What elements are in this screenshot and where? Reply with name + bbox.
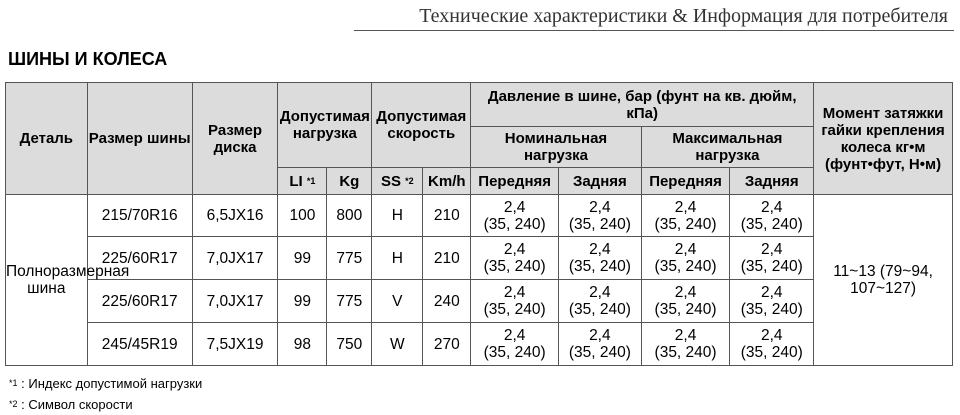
kmh-cell: 210 xyxy=(423,195,471,237)
pressure-psi-kpa: (35, 240) xyxy=(568,215,631,233)
rim-size-cell: 7,0JX17 xyxy=(192,237,278,280)
pressure-cell xyxy=(559,280,642,323)
header-li-label: LI xyxy=(289,172,303,190)
ss-cell: H xyxy=(372,195,423,237)
header-ss xyxy=(372,168,423,195)
header-speed: Допустимая скорость xyxy=(372,83,471,168)
tire-size-cell: 245/45R19 xyxy=(87,323,192,366)
li-cell: 99 xyxy=(278,280,327,323)
pressure-psi-kpa: (35, 240) xyxy=(483,301,546,318)
kmh-cell: 210 xyxy=(423,237,471,280)
pressure-cell xyxy=(471,237,559,280)
header-pressure: Давление в шине, бар (фунт на кв. дюйм, кПа) xyxy=(471,83,814,127)
pressure-psi-kpa: (35, 240) xyxy=(654,301,717,318)
kg-cell: 750 xyxy=(327,323,372,366)
kmh-cell: 240 xyxy=(423,280,471,323)
header-load: Допустимая нагрузка xyxy=(278,83,372,168)
li-cell: 98 xyxy=(278,323,327,366)
header-kmh: Km/h xyxy=(423,168,471,195)
pressure-bar: 2,4 xyxy=(589,198,611,216)
header-li xyxy=(278,168,327,195)
section-title: ШИНЫ И КОЛЕСА xyxy=(8,49,168,69)
kg-cell: 775 xyxy=(327,237,372,280)
ss-cell: H xyxy=(372,237,423,280)
pressure-cell xyxy=(559,237,642,280)
header-nominal-rear: Задняя xyxy=(559,168,642,195)
tire-size-cell: 225/60R17 xyxy=(87,237,192,280)
footnote-mark-2: *2 xyxy=(405,175,414,186)
footnote-text: : Символ скорости xyxy=(17,397,133,412)
li-cell: 99 xyxy=(278,237,327,280)
pressure-bar: 2,4 xyxy=(674,284,697,301)
header-max-rear: Задняя xyxy=(730,168,814,195)
pressure-psi-kpa: (35, 240) xyxy=(568,344,631,361)
kg-cell: 800 xyxy=(327,195,372,237)
li-cell: 100 xyxy=(278,195,327,237)
pressure-psi-kpa: (35, 240) xyxy=(568,258,631,275)
page-header xyxy=(0,0,960,34)
pressure-bar: 2,4 xyxy=(674,198,697,216)
table-row xyxy=(6,195,953,237)
pressure-cell xyxy=(730,237,814,280)
pressure-bar: 2,4 xyxy=(503,284,526,301)
pressure-bar: 2,4 xyxy=(589,284,611,301)
pressure-psi-kpa: (35, 240) xyxy=(483,258,546,275)
pressure-cell xyxy=(471,323,559,366)
rim-size-cell: 6,5JX16 xyxy=(192,195,278,237)
rim-size-cell: 7,5JX19 xyxy=(192,323,278,366)
pressure-cell xyxy=(471,280,559,323)
kmh-cell: 270 xyxy=(423,323,471,366)
ss-cell: W xyxy=(372,323,423,366)
header-ss-label: SS xyxy=(380,172,401,190)
pressure-cell xyxy=(730,280,814,323)
pressure-psi-kpa: (35, 240) xyxy=(483,215,546,233)
pressure-psi-kpa: (35, 240) xyxy=(654,258,717,275)
pressure-bar: 2,4 xyxy=(503,327,526,344)
pressure-psi-kpa: (35, 240) xyxy=(740,258,803,275)
pressure-bar: 2,4 xyxy=(589,241,611,258)
pressure-cell xyxy=(641,323,730,366)
pressure-bar: 2,4 xyxy=(761,327,783,344)
header-nominal-front: Передняя xyxy=(471,168,559,195)
header-max-load: Максимальная нагрузка xyxy=(641,127,813,168)
tire-spec-table xyxy=(5,82,953,366)
table-row xyxy=(6,323,953,366)
pressure-cell xyxy=(730,323,814,366)
kg-cell: 775 xyxy=(327,280,372,323)
pressure-bar: 2,4 xyxy=(503,198,526,216)
footnote-speed-symbol xyxy=(9,394,202,415)
pressure-cell xyxy=(559,195,642,237)
pressure-psi-kpa: (35, 240) xyxy=(568,301,631,318)
pressure-cell xyxy=(559,323,642,366)
footnote-mark-1: *1 xyxy=(306,175,316,186)
rim-size-cell: 7,0JX17 xyxy=(192,280,278,323)
pressure-psi-kpa: (35, 240) xyxy=(740,215,803,233)
footnote-text: : Индекс допустимой нагрузки xyxy=(17,376,203,391)
table-row xyxy=(6,280,953,323)
footnote-mark: *2 xyxy=(9,399,18,409)
table-row xyxy=(6,237,953,280)
pressure-psi-kpa: (35, 240) xyxy=(740,301,803,318)
pressure-cell xyxy=(471,195,559,237)
part-cell: Полноразмерная шина xyxy=(6,195,88,366)
pressure-cell xyxy=(641,195,730,237)
torque-cell: 11~13 (79~94, 107~127) xyxy=(814,195,953,366)
pressure-bar: 2,4 xyxy=(589,327,611,344)
pressure-bar: 2,4 xyxy=(761,241,783,258)
tire-size-cell: 215/70R16 xyxy=(87,195,192,237)
pressure-psi-kpa: (35, 240) xyxy=(654,215,717,233)
page-header-title: Технические характеристики & Информация для потребителя xyxy=(419,5,948,27)
pressure-bar: 2,4 xyxy=(674,327,697,344)
header-tire-size: Размер шины xyxy=(87,83,192,195)
pressure-bar: 2,4 xyxy=(761,198,783,216)
header-nominal-load: Номинальная нагрузка xyxy=(471,127,641,168)
footnote-load-index xyxy=(9,373,202,394)
header-max-front: Передняя xyxy=(641,168,730,195)
pressure-cell xyxy=(641,237,730,280)
footnotes xyxy=(9,373,202,415)
tire-size-cell: 225/60R17 xyxy=(87,280,192,323)
pressure-bar: 2,4 xyxy=(503,241,526,258)
pressure-psi-kpa: (35, 240) xyxy=(740,344,803,361)
ss-cell: V xyxy=(372,280,423,323)
pressure-psi-kpa: (35, 240) xyxy=(483,344,546,361)
pressure-bar: 2,4 xyxy=(761,284,783,301)
header-part: Деталь xyxy=(6,83,88,195)
header-kg: Kg xyxy=(327,168,372,195)
pressure-psi-kpa: (35, 240) xyxy=(654,344,717,361)
pressure-cell xyxy=(641,280,730,323)
header-torque: Момент затяжки гайки крепления колеса кг•м (фунт•фут, Н•м) xyxy=(814,83,953,195)
pressure-bar: 2,4 xyxy=(674,241,697,258)
pressure-cell xyxy=(730,195,814,237)
footnote-mark: *1 xyxy=(9,378,18,388)
header-divider xyxy=(354,30,954,31)
header-rim-size: Размер диска xyxy=(192,83,278,195)
